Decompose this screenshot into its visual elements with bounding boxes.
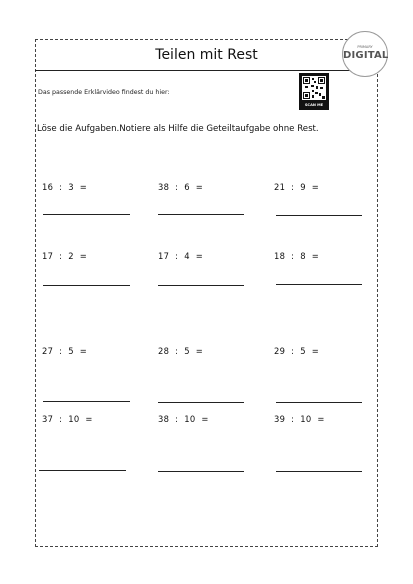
task-5: 17 : 4 = [158, 251, 204, 261]
task-6: 18 : 8 = [274, 251, 320, 261]
qr-pattern [302, 76, 326, 100]
qr-code-icon[interactable] [299, 73, 329, 110]
task-10: 37 : 10 = [42, 414, 93, 424]
qr-scan-label: SCAN ME [304, 103, 324, 107]
task-12: 39 : 10 = [274, 414, 325, 424]
digital-badge-logo [342, 31, 388, 77]
task-3: 21 : 9 = [274, 182, 320, 192]
answer-line-1[interactable] [43, 214, 130, 215]
task-8: 28 : 5 = [158, 346, 204, 356]
video-note: Das passende Erklärvideo findest du hier: [38, 89, 170, 96]
badge-main-text: DIGITAL [343, 50, 389, 61]
answer-line-11[interactable] [158, 471, 244, 472]
badge-top-text: PRIMARY [357, 45, 373, 49]
answer-line-7[interactable] [43, 401, 130, 402]
worksheet-title: Teilen mit Rest [155, 47, 258, 63]
answer-line-4[interactable] [43, 285, 130, 286]
task-7: 27 : 5 = [42, 346, 88, 356]
answer-line-2[interactable] [158, 214, 244, 215]
answer-line-10[interactable] [39, 470, 126, 471]
task-1: 16 : 3 = [42, 182, 88, 192]
answer-line-12[interactable] [276, 471, 362, 472]
answer-line-3[interactable] [276, 215, 362, 216]
instructions-text: Löse die Aufgaben.Notiere als Hilfe die Geteiltaufgabe ohne Rest. [37, 124, 319, 134]
title-divider [35, 70, 378, 71]
task-9: 29 : 5 = [274, 346, 320, 356]
task-2: 38 : 6 = [158, 182, 204, 192]
answer-line-9[interactable] [276, 402, 362, 403]
answer-line-5[interactable] [158, 285, 244, 286]
task-11: 38 : 10 = [158, 414, 209, 424]
answer-line-8[interactable] [158, 402, 244, 403]
answer-line-6[interactable] [276, 284, 362, 285]
task-4: 17 : 2 = [42, 251, 88, 261]
